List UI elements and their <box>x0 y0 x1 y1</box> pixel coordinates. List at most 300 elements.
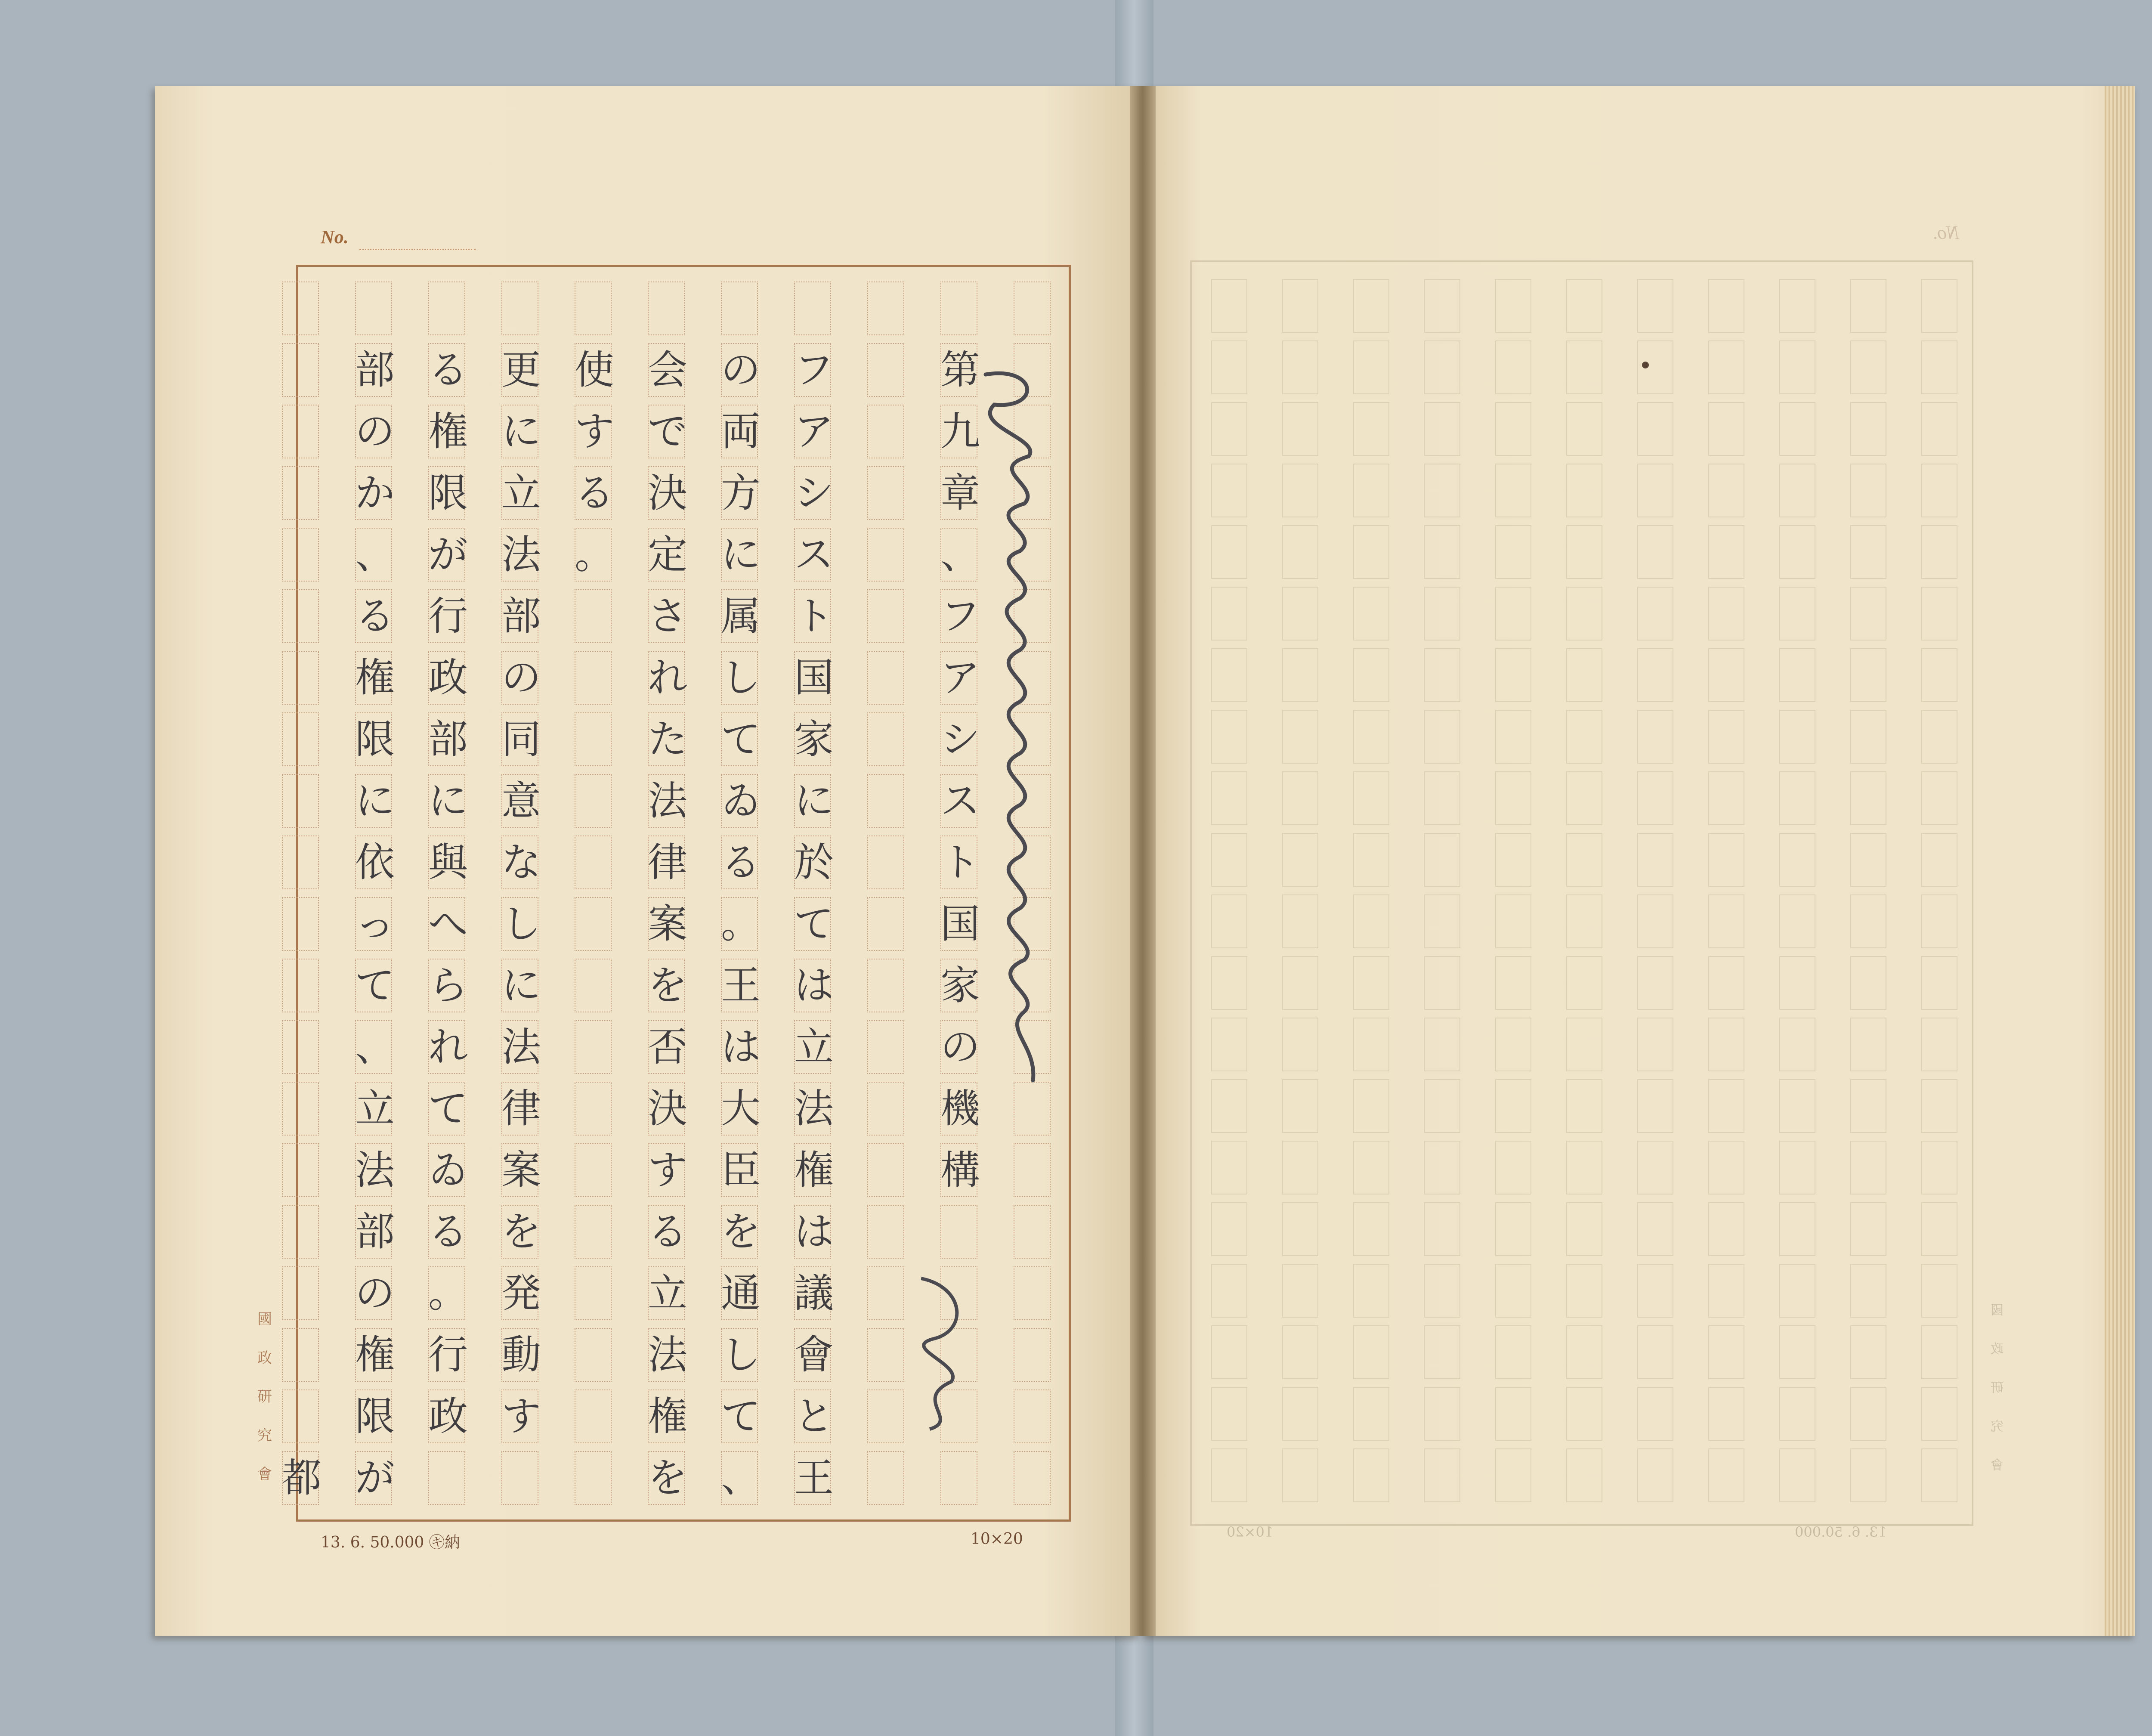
handwritten-character: 九 <box>940 408 980 455</box>
handwritten-character: シ <box>794 470 834 516</box>
handwritten-character <box>1014 278 1051 339</box>
handwritten-character <box>867 955 904 1016</box>
handwritten-character: 通 <box>721 1270 761 1316</box>
ghost-grid-cell <box>1566 402 1602 456</box>
handwritten-character: 法 <box>355 1147 395 1193</box>
handwritten-character: れ <box>648 655 688 701</box>
handwritten-character: 立 <box>794 1024 834 1070</box>
ghost-grid-cell <box>1779 1448 1815 1502</box>
handwritten-character: 行 <box>428 593 468 639</box>
ghost-grid-cell <box>1637 894 1673 948</box>
ghost-grid-cell <box>1424 833 1460 887</box>
ghost-grid-cell <box>1211 1202 1247 1256</box>
ghost-grid-cell <box>1850 464 1886 517</box>
handwritten-character: と <box>794 1393 834 1439</box>
handwritten-character: 権 <box>355 1332 395 1378</box>
ghost-grid-cell <box>1282 1141 1318 1194</box>
ghost-grid-cell <box>1921 833 1957 887</box>
handwritten-character <box>282 1386 319 1447</box>
handwritten-character: が <box>355 1455 395 1501</box>
ghost-grid-cell <box>1708 525 1744 579</box>
handwritten-character: 。 <box>575 532 615 578</box>
handwritten-character <box>575 1324 612 1386</box>
footer-grid-size: 10×20 <box>971 1530 1023 1548</box>
ghost-grid-cell <box>1424 956 1460 1010</box>
handwritten-character: 、 <box>721 1455 761 1501</box>
handwritten-character: 動 <box>501 1332 541 1378</box>
ghost-grid-cell <box>1637 464 1673 517</box>
ghost-grid-cell <box>1211 1079 1247 1133</box>
handwritten-character <box>940 1201 977 1263</box>
handwritten-character <box>282 770 319 832</box>
handwritten-character <box>867 278 904 339</box>
ghost-column <box>1342 275 1398 1510</box>
handwritten-character <box>867 462 904 524</box>
handwritten-character: 同 <box>501 716 541 762</box>
ghost-column <box>1484 275 1540 1510</box>
ghost-grid-cell <box>1566 648 1602 702</box>
ghost-grid-cell <box>1282 279 1318 333</box>
handwritten-character <box>282 524 319 585</box>
ghost-column <box>1911 275 1966 1510</box>
handwritten-character <box>1014 1324 1051 1386</box>
side-text-char: 政 <box>257 1349 272 1367</box>
handwritten-character: を <box>721 1209 761 1255</box>
ghost-grid-cell <box>1708 587 1744 641</box>
ghost-grid-cell <box>1850 648 1886 702</box>
ghost-grid-cell <box>1495 1387 1531 1441</box>
handwritten-character <box>282 585 319 647</box>
ghost-grid-cell <box>1495 1448 1531 1502</box>
handwritten-character: 使 <box>575 347 615 393</box>
ghost-grid-cell <box>1566 587 1602 641</box>
handwritten-character: っ <box>355 901 395 947</box>
handwritten-character <box>575 647 612 709</box>
ghost-footer-size: 10×20 <box>1227 1524 1274 1540</box>
ghost-grid-cell <box>1211 587 1247 641</box>
ghost-grid-cell <box>1637 279 1673 333</box>
scribble-mark <box>977 357 1046 1089</box>
ghost-grid-cell <box>1282 894 1318 948</box>
handwritten-character <box>867 1447 904 1509</box>
ghost-grid-cell <box>1637 1141 1673 1194</box>
ghost-grid-cell <box>1566 1387 1602 1441</box>
ghost-grid-cell <box>1495 1264 1531 1318</box>
handwritten-character <box>575 1139 612 1201</box>
ghost-grid-cell <box>1850 956 1886 1010</box>
handwritten-character <box>867 647 904 709</box>
handwritten-character <box>867 1324 904 1386</box>
handwritten-character: し <box>501 901 541 947</box>
handwritten-character <box>575 893 612 955</box>
ghost-grid-cell <box>1566 1079 1602 1133</box>
ghost-grid-cell <box>1637 1079 1673 1133</box>
ghost-grid-cell <box>1850 1387 1886 1441</box>
ghost-grid-cell <box>1495 833 1531 887</box>
ghost-grid-cell <box>1495 648 1531 702</box>
ghost-grid-cell <box>1353 771 1389 825</box>
ghost-grid-cell <box>1424 340 1460 394</box>
ghost-grid-cell <box>1708 710 1744 764</box>
ghost-grid-cell <box>1779 279 1815 333</box>
handwritten-character: て <box>721 1393 761 1439</box>
ghost-grid-cell <box>1211 1325 1247 1379</box>
handwritten-character: 部 <box>501 593 541 639</box>
handwritten-character <box>575 1263 612 1324</box>
ghost-grid-cell <box>1495 894 1531 948</box>
ghost-grid-cell <box>1921 464 1957 517</box>
handwritten-character: 限 <box>355 716 395 762</box>
ghost-grid-cell <box>1850 1018 1886 1071</box>
ghost-grid-cell <box>1495 1141 1531 1194</box>
ghost-grid-cell <box>1424 587 1460 641</box>
ghost-grid-cell <box>1282 1325 1318 1379</box>
ghost-grid-cell <box>1282 956 1318 1010</box>
ghost-grid-cell <box>1566 1448 1602 1502</box>
ghost-grid-cell <box>1779 1018 1815 1071</box>
handwritten-character: 両 <box>721 408 761 455</box>
ghost-column <box>1840 275 1895 1510</box>
handwritten-character: の <box>501 655 541 701</box>
ghost-grid-cell <box>1637 1264 1673 1318</box>
handwritten-character: 権 <box>794 1147 834 1193</box>
ghost-grid-cell <box>1708 1202 1744 1256</box>
ghost-grid-cell <box>1566 279 1602 333</box>
ghost-grid-cell <box>1424 279 1460 333</box>
handwritten-character <box>1014 1201 1051 1263</box>
handwritten-character <box>940 278 977 339</box>
handwritten-character <box>282 709 319 770</box>
ghost-grid-cell <box>1353 1202 1389 1256</box>
ghost-grid-cell <box>1779 894 1815 948</box>
ghost-grid-cell <box>1353 587 1389 641</box>
ghost-grid-cell <box>1850 710 1886 764</box>
manuscript-column <box>419 278 475 1509</box>
ghost-grid-cell <box>1637 1448 1673 1502</box>
ghost-grid-cell <box>1495 279 1531 333</box>
ghost-grid-cell <box>1353 956 1389 1010</box>
handwritten-character: 法 <box>648 778 688 824</box>
ghost-grid-cell <box>1282 1264 1318 1318</box>
handwritten-character <box>867 1263 904 1324</box>
handwritten-character <box>282 1139 319 1201</box>
ghost-grid-cell <box>1211 956 1247 1010</box>
ghost-grid-cell <box>1779 710 1815 764</box>
handwritten-character: 與 <box>428 839 468 885</box>
handwritten-character <box>867 401 904 462</box>
ghost-grid-cell <box>1353 1448 1389 1502</box>
handwritten-character: を <box>648 1455 688 1501</box>
handwritten-character: す <box>648 1147 688 1193</box>
handwritten-character: か <box>355 470 395 516</box>
ghost-grid-cell <box>1353 894 1389 948</box>
ghost-grid-cell <box>1424 1387 1460 1441</box>
ghost-grid-cell <box>1921 710 1957 764</box>
ghost-grid-cell <box>1211 340 1247 394</box>
ghost-grid-cell <box>1779 1264 1815 1318</box>
ghost-grid-cell <box>1708 340 1744 394</box>
ghost-grid-cell <box>1779 1079 1815 1133</box>
page-number-label: No. <box>321 226 349 248</box>
handwritten-character <box>428 1447 465 1509</box>
ghost-grid-cell <box>1566 525 1602 579</box>
ghost-grid-cell <box>1566 894 1602 948</box>
ghost-grid-cell <box>1637 648 1673 702</box>
handwritten-character: て <box>721 716 761 762</box>
handwritten-character: れ <box>428 1024 468 1070</box>
handwritten-character: 家 <box>940 962 980 1009</box>
handwritten-character: 権 <box>428 408 468 455</box>
handwritten-character: 法 <box>648 1332 688 1378</box>
handwritten-character: 権 <box>648 1393 688 1439</box>
ghost-grid-cell <box>1282 340 1318 394</box>
handwritten-character <box>867 585 904 647</box>
ghost-grid-cell <box>1211 1264 1247 1318</box>
ghost-grid-cell <box>1353 833 1389 887</box>
ghost-grid-cell <box>1921 956 1957 1010</box>
handwritten-character <box>282 1078 319 1139</box>
ghost-grid-cell <box>1921 771 1957 825</box>
ghost-grid-cell <box>1921 894 1957 948</box>
handwritten-character <box>867 832 904 893</box>
handwritten-character: 依 <box>355 839 395 885</box>
book-gutter <box>1130 86 1156 1636</box>
handwritten-character <box>867 1139 904 1201</box>
handwritten-character: 立 <box>648 1270 688 1316</box>
ghost-grid-cell <box>1921 1018 1957 1071</box>
handwritten-character: ス <box>794 532 834 578</box>
handwritten-character: 部 <box>355 347 395 393</box>
handwritten-character: す <box>501 1393 541 1439</box>
ghost-grid-cell <box>1566 771 1602 825</box>
handwritten-character <box>282 401 319 462</box>
handwritten-character: 會 <box>794 1332 834 1378</box>
ghost-grid-cell <box>1850 771 1886 825</box>
ghost-grid-cell <box>1708 894 1744 948</box>
ghost-grid-cell <box>1282 771 1318 825</box>
ghost-grid-cell <box>1566 1325 1602 1379</box>
handwritten-character: 部 <box>428 716 468 762</box>
handwritten-character: が <box>428 532 468 578</box>
ghost-grid-cell <box>1424 710 1460 764</box>
ghost-grid-cell <box>1637 771 1673 825</box>
ghost-grid-cell <box>1282 1018 1318 1071</box>
ghost-grid-cell <box>1282 710 1318 764</box>
ghost-grid-cell <box>1566 833 1602 887</box>
ghost-grid-cell <box>1211 1387 1247 1441</box>
ghost-grid-cell <box>1779 464 1815 517</box>
handwritten-character <box>575 585 612 647</box>
ghost-grid-cell <box>1282 1448 1318 1502</box>
ghost-grid-cell <box>1282 1387 1318 1441</box>
ghost-column <box>1413 275 1469 1510</box>
ghost-grid-cell <box>1495 1325 1531 1379</box>
ghost-grid-cell <box>1921 279 1957 333</box>
ghost-grid-cell <box>1211 1141 1247 1194</box>
handwritten-character <box>575 1078 612 1139</box>
ghost-grid-cell <box>1353 1079 1389 1133</box>
handwritten-character: 、 <box>940 532 980 578</box>
ghost-grid-cell <box>1566 710 1602 764</box>
ghost-grid-cell <box>1637 402 1673 456</box>
handwritten-character: の <box>355 1270 395 1316</box>
ghost-grid-cell <box>1779 525 1815 579</box>
handwritten-character: ア <box>940 655 980 701</box>
ghost-grid-cell <box>1779 1141 1815 1194</box>
handwritten-character: 定 <box>648 532 688 578</box>
handwritten-character: ス <box>940 778 980 824</box>
ghost-grid-cell <box>1850 1448 1886 1502</box>
handwritten-character: に <box>501 408 541 455</box>
handwritten-character: る <box>575 470 615 516</box>
handwritten-character: 権 <box>355 655 395 701</box>
ghost-grid-cell <box>1708 279 1744 333</box>
handwritten-character: シ <box>940 716 980 762</box>
handwritten-character <box>867 709 904 770</box>
handwritten-character: 方 <box>721 470 761 516</box>
handwritten-character: 政 <box>428 1393 468 1439</box>
ghost-grid-cell <box>1424 1264 1460 1318</box>
handwritten-character: ト <box>794 593 834 639</box>
handwritten-character: 会 <box>648 347 688 393</box>
ghost-grid-cell <box>1566 1264 1602 1318</box>
handwritten-character <box>282 339 319 401</box>
manuscript-column <box>272 278 328 1509</box>
ghost-grid-cell <box>1424 1202 1460 1256</box>
handwritten-character: 属 <box>721 593 761 639</box>
handwritten-character: 否 <box>648 1024 688 1070</box>
ghost-grid-cell <box>1211 464 1247 517</box>
ghost-grid-cell <box>1282 525 1318 579</box>
ghost-grid-cell <box>1353 1387 1389 1441</box>
handwritten-character: て <box>428 1086 468 1132</box>
handwritten-character <box>794 278 831 339</box>
ghost-grid-cell <box>1779 402 1815 456</box>
ghost-grid-cell <box>1424 1325 1460 1379</box>
ghost-grid-cell <box>1566 340 1602 394</box>
handwritten-character: 律 <box>501 1086 541 1132</box>
ghost-grid-cell <box>1779 956 1815 1010</box>
ghost-grid-cell <box>1424 525 1460 579</box>
ghost-grid-cell <box>1637 1018 1673 1071</box>
ghost-grid-cell <box>1850 402 1886 456</box>
ghost-grid-cell <box>1495 340 1531 394</box>
ghost-grid-cell <box>1424 648 1460 702</box>
ghost-grid-cell <box>1921 1202 1957 1256</box>
handwritten-character <box>867 1078 904 1139</box>
ghost-column <box>1697 275 1753 1510</box>
handwritten-character: 大 <box>721 1086 761 1132</box>
handwritten-character <box>282 1324 319 1386</box>
handwritten-character <box>282 1016 319 1078</box>
handwritten-character: ら <box>428 962 468 1009</box>
ghost-grid-cell <box>1708 771 1744 825</box>
ghost-grid-cell <box>1637 1202 1673 1256</box>
ghost-grid-cell <box>1211 833 1247 887</box>
ghost-grid-cell <box>1779 648 1815 702</box>
manuscript-column <box>638 278 694 1509</box>
side-text-char: 研 <box>257 1388 272 1405</box>
ghost-grid-cell <box>1708 1018 1744 1071</box>
handwritten-character: さ <box>648 593 688 639</box>
handwritten-character <box>575 955 612 1016</box>
handwritten-character: る <box>428 1209 468 1255</box>
ghost-grid-cell <box>1779 833 1815 887</box>
ghost-page-number: No. <box>1932 222 1960 243</box>
ghost-grid-cell <box>1353 1141 1389 1194</box>
ghost-grid-cell <box>1850 833 1886 887</box>
handwritten-character: は <box>794 1209 834 1255</box>
manuscript-column <box>492 278 548 1509</box>
handwritten-character <box>428 278 465 339</box>
ghost-grid-cell <box>1850 340 1886 394</box>
ghost-grid-cell <box>1708 402 1744 456</box>
side-text-char: 會 <box>257 1466 272 1483</box>
ghost-grid-cell <box>1282 1202 1318 1256</box>
handwritten-character: 第 <box>940 347 980 393</box>
handwritten-character: て <box>794 901 834 947</box>
side-text-char: 國 <box>257 1311 272 1328</box>
ghost-grid-cell <box>1424 894 1460 948</box>
ghost-grid-cell <box>1921 587 1957 641</box>
handwritten-character <box>575 1201 612 1263</box>
ghost-grid-cell <box>1495 587 1531 641</box>
ghost-grid-cell <box>1424 1448 1460 1502</box>
handwritten-character: 章 <box>940 470 980 516</box>
ghost-grid-cell <box>1282 648 1318 702</box>
ghost-grid-cell <box>1211 894 1247 948</box>
handwritten-character <box>940 1447 977 1509</box>
ghost-grid-cell <box>1850 587 1886 641</box>
ghost-grid-cell <box>1779 340 1815 394</box>
handwritten-character <box>282 278 319 339</box>
ghost-grid-cell <box>1850 1141 1886 1194</box>
handwritten-character: 決 <box>648 470 688 516</box>
ghost-grid-cell <box>1424 402 1460 456</box>
ghost-column <box>1200 275 1256 1510</box>
handwritten-character <box>501 278 538 339</box>
handwritten-character: 案 <box>648 901 688 947</box>
handwritten-character: 限 <box>355 1393 395 1439</box>
ghost-grid-cell <box>1495 464 1531 517</box>
handwritten-character: は <box>794 962 834 1009</box>
ghost-grid-cell <box>1495 402 1531 456</box>
handwritten-character <box>648 278 685 339</box>
ghost-column <box>1626 275 1682 1510</box>
ghost-grid-cell <box>1495 771 1531 825</box>
ghost-grid-cell <box>1566 1202 1602 1256</box>
ghost-grid-cell <box>1353 1264 1389 1318</box>
ghost-grid-cell <box>1708 833 1744 887</box>
handwritten-character <box>1014 1139 1051 1201</box>
handwritten-character <box>867 770 904 832</box>
handwritten-character: 。 <box>428 1270 468 1316</box>
ghost-grid-cell <box>1708 1079 1744 1133</box>
ghost-grid-cell <box>1779 1202 1815 1256</box>
handwritten-character: ゐ <box>428 1147 468 1193</box>
ghost-grid-cell <box>1353 279 1389 333</box>
handwritten-character: 更 <box>501 347 541 393</box>
ghost-grid-cell <box>1282 1079 1318 1133</box>
handwritten-character: 案 <box>501 1147 541 1193</box>
handwritten-character: ア <box>794 408 834 455</box>
handwritten-character: 議 <box>794 1270 834 1316</box>
handwritten-character: 臣 <box>721 1147 761 1193</box>
ghost-grid-cell <box>1353 1018 1389 1071</box>
side-text-char: 究 <box>257 1427 272 1444</box>
ghost-grid-cell <box>1353 710 1389 764</box>
ghost-grid-cell <box>1495 1202 1531 1256</box>
